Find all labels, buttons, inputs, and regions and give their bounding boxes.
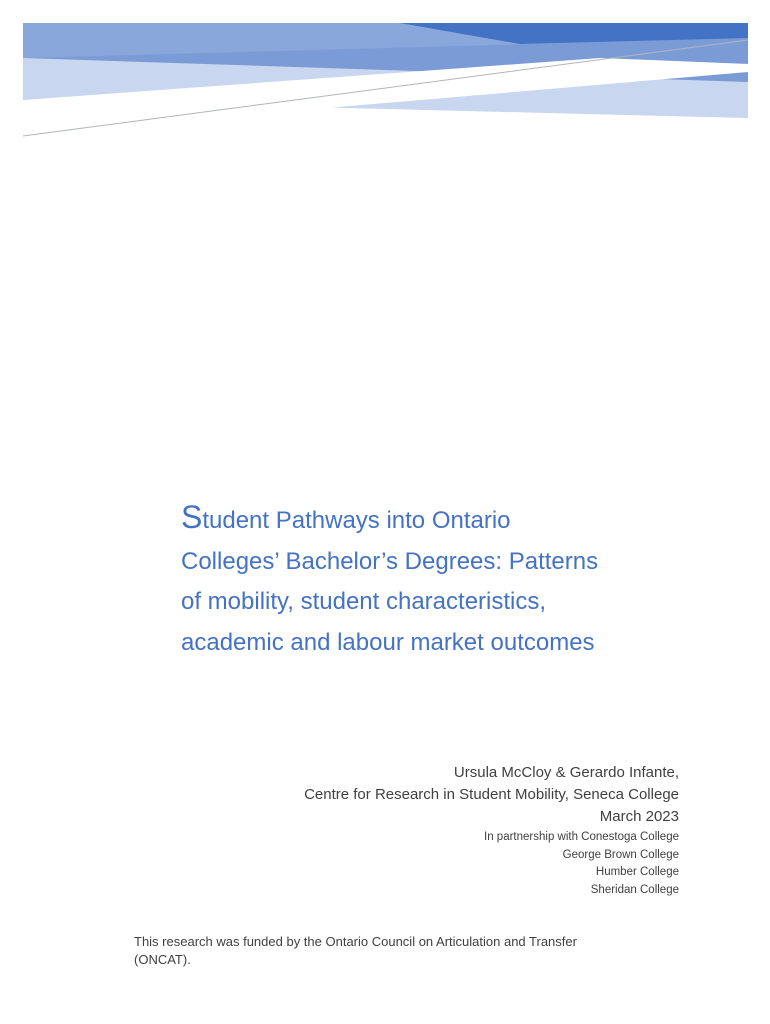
- document-title: [181, 497, 741, 663]
- title-drop-cap: S: [181, 499, 203, 535]
- title-line-3: of mobility, student characteristics,: [181, 588, 547, 615]
- title-line-4: academic and labour market outcomes: [181, 628, 595, 656]
- author-block: [304, 762, 679, 828]
- partner-item: Humber College: [595, 866, 679, 878]
- publication-date: March 2023: [599, 808, 679, 825]
- title-line-1: [181, 497, 741, 542]
- author-affiliation: Centre for Research in Student Mobility, Seneca College: [304, 786, 679, 803]
- header-banner-graphic: [0, 0, 770, 160]
- partner-list: [484, 829, 679, 899]
- partner-item: George Brown College: [562, 848, 679, 861]
- title-line-2: Colleges’ Bachelor’s Degrees: Patterns: [181, 547, 599, 575]
- funding-note: This research was funded by the Ontario Council on Articulation and Transfer (ONCAT).: [134, 934, 577, 967]
- title-line-1-text: tudent Pathways into Ontario: [202, 507, 511, 534]
- author-names: Ursula McCloy & Gerardo Infante,: [453, 764, 679, 781]
- partner-item: In partnership with Conestoga College: [484, 831, 679, 843]
- partner-item: Sheridan College: [590, 883, 679, 896]
